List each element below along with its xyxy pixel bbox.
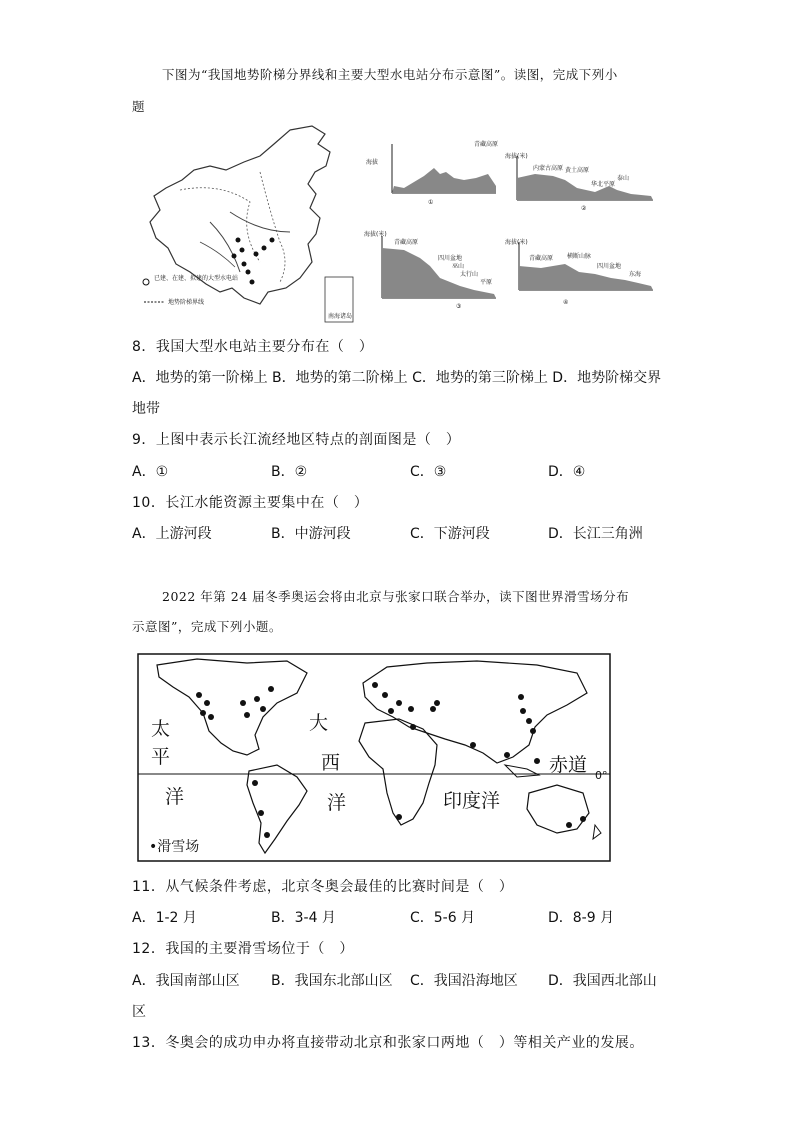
svg-text:印度洋: 印度洋: [443, 790, 501, 812]
question-12-option-c: C．我国沿海地区: [410, 973, 518, 989]
svg-text:黄土高原: 黄土高原: [565, 167, 590, 174]
question-9-option-a: A．①: [132, 464, 169, 480]
profile-2: [505, 150, 655, 212]
intro-text-2-cont: 示意图”，完成下列小题。: [132, 619, 282, 634]
profile-3: [364, 230, 500, 310]
svg-text:东海: 东海: [629, 271, 642, 278]
svg-text:泰山: 泰山: [617, 175, 630, 182]
question-10-option-c: C．下游河段: [410, 526, 490, 542]
svg-text:太行山: 太行山: [460, 271, 479, 278]
question-12-option-wrap: 区: [132, 1004, 146, 1020]
svg-text:青藏高原: 青藏高原: [474, 141, 499, 148]
svg-text:巫山: 巫山: [452, 263, 465, 270]
question-13: 13．冬奥会的成功申办将直接带动北京和张家口两地（ ）等相关产业的发展。: [132, 1035, 644, 1051]
question-9-option-c: C．③: [410, 464, 447, 480]
question-8: 8．我国大型水电站主要分布在（ ）: [132, 339, 374, 355]
question-11-option-b: B．3-4 月: [271, 910, 336, 926]
svg-text:0°: 0°: [595, 769, 608, 782]
svg-text:青藏高原: 青藏高原: [529, 255, 554, 262]
legend-station: 已建、在建、拟建的大型水电站: [154, 275, 239, 282]
svg-text:内蒙古高原: 内蒙古高原: [533, 165, 564, 172]
legend-line: 地势阶梯界线: [168, 299, 205, 306]
question-11-option-c: C．5-6 月: [410, 910, 476, 926]
question-10-option-a: A．上游河段: [132, 526, 212, 542]
question-11-option-d: D．8-9 月: [548, 910, 615, 926]
svg-text:四川盆地: 四川盆地: [597, 263, 622, 270]
question-8-options: A．地势的第一阶梯上 B．地势的第二阶梯上 C．地势的第三阶梯上 D．地势阶梯交界: [132, 370, 662, 386]
svg-text:四川盆地: 四川盆地: [438, 255, 463, 262]
question-12: 12．我国的主要滑雪场位于（ ）: [132, 941, 354, 957]
intro-text-2: 2022 年第 24 届冬季奥运会将由北京与张家口联合举办，读下图世界滑雪场分布: [162, 589, 630, 604]
svg-text:洋: 洋: [165, 786, 185, 808]
question-12-option-b: B．我国东北部山区: [271, 973, 393, 989]
question-12-option-a: A．我国南部山区: [132, 973, 240, 989]
svg-text:海拔(米): 海拔(米): [505, 153, 528, 160]
svg-text:太: 太: [151, 718, 171, 740]
svg-text:海拔(米): 海拔(米): [364, 231, 387, 238]
question-8-options-wrap: 地带: [132, 401, 160, 417]
question-10: 10．长江水能资源主要集中在（ ）: [132, 495, 369, 511]
question-10-option-b: B．中游河段: [271, 526, 351, 542]
profile-1: [364, 138, 500, 206]
question-9-option-b: B．②: [271, 464, 308, 480]
profile-3-num: ③: [456, 303, 462, 310]
svg-text:西: 西: [321, 752, 341, 774]
svg-text:海拔: 海拔: [366, 159, 379, 166]
world-ski-map: [137, 653, 612, 863]
svg-text:青藏高原: 青藏高原: [394, 239, 419, 246]
question-11: 11．从气候条件考虑，北京冬奥会最佳的比赛时间是（ ）: [132, 879, 514, 895]
china-terrain-map: [140, 122, 365, 327]
profile-2-num: ②: [581, 205, 587, 212]
question-9-option-d: D．④: [548, 464, 586, 480]
question-12-option-d: D．我国西北部山: [548, 973, 657, 989]
question-10-option-d: D．长江三角洲: [548, 526, 643, 542]
profile-4: [505, 236, 655, 308]
svg-text:华北平原: 华北平原: [591, 181, 616, 188]
profile-1-num: ①: [428, 199, 434, 206]
svg-text:横断山脉: 横断山脉: [567, 253, 592, 260]
inset-label: 南海诸岛: [328, 313, 353, 320]
svg-text:平原: 平原: [480, 279, 493, 286]
question-9: 9．上图中表示长江流经地区特点的剖面图是（ ）: [132, 432, 461, 448]
svg-text:洋: 洋: [327, 792, 347, 814]
question-11-option-a: A．1-2 月: [132, 910, 197, 926]
svg-text:大: 大: [309, 712, 329, 734]
svg-text:平: 平: [151, 746, 171, 768]
ski-legend: •滑雪场: [149, 839, 200, 855]
intro-text-1: 下图为“我国地势阶梯分界线和主要大型水电站分布示意图”。读图，完成下列小: [162, 67, 618, 82]
intro-text-1-cont: 题: [132, 99, 146, 114]
profile-4-num: ④: [563, 299, 569, 306]
equator-label: 赤道: [549, 754, 588, 776]
svg-text:海拔(米): 海拔(米): [505, 239, 528, 246]
